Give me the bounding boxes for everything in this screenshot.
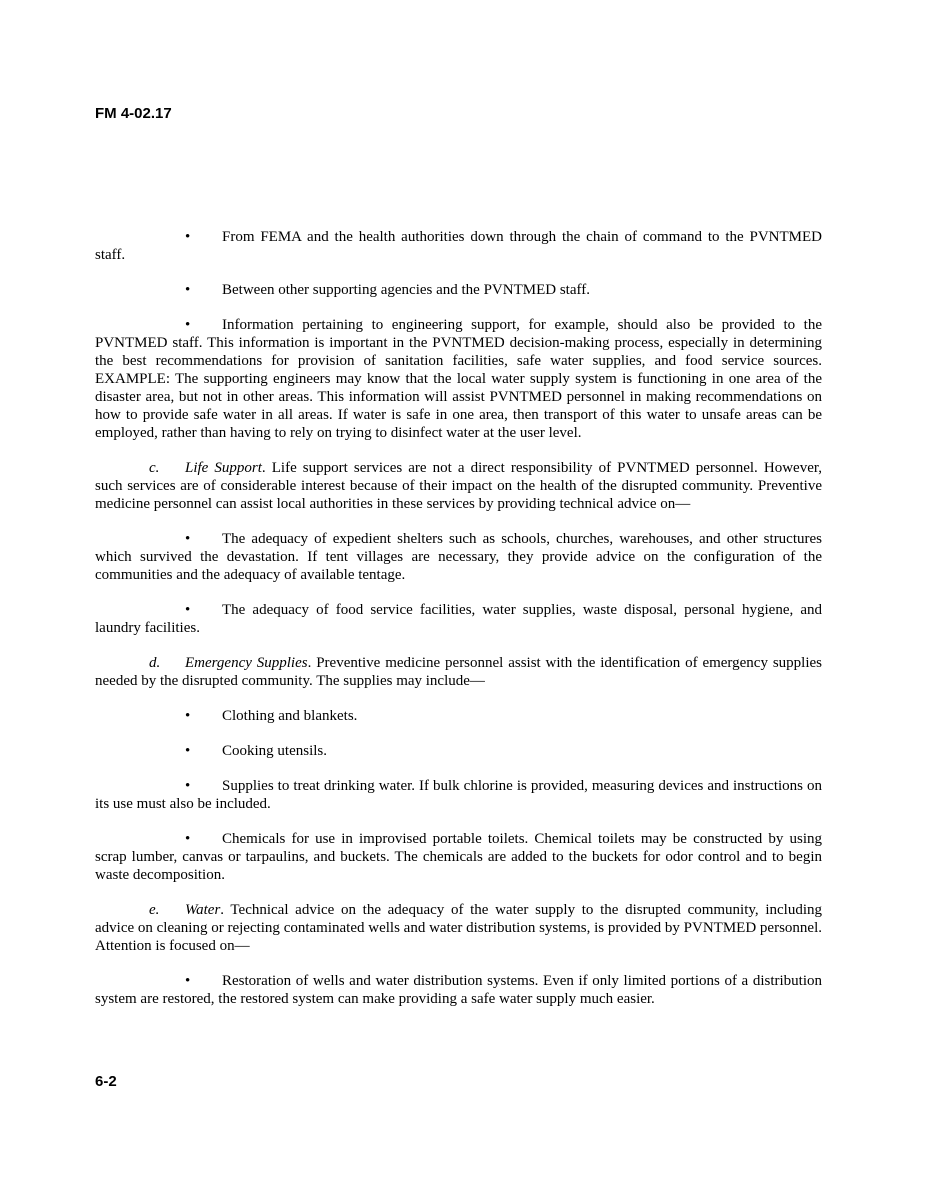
bullet-icon: •	[185, 778, 191, 794]
paragraph-title: Emergency Supplies	[185, 655, 308, 671]
page-body	[95, 228, 822, 1025]
bullet-icon: •	[185, 708, 191, 724]
bullet-icon: •	[185, 317, 191, 333]
bullet-text: Between other supporting agencies and the PVNTMED staff.	[222, 282, 590, 298]
bullet-text: Supplies to treat drinking water. If bulk chlorine is provided, measuring devices and instructions on its use must also be included.	[95, 778, 822, 812]
bullet-item	[95, 830, 822, 884]
paragraph-title: Life Support	[185, 460, 262, 476]
bullet-text: Cooking utensils.	[222, 743, 328, 759]
bullet-icon: •	[185, 282, 191, 298]
document-id-header: FM 4-02.17	[95, 105, 172, 122]
bullet-text: Chemicals for use in improvised portable toilets. Chemical toilets may be constructed by using scrap lumber, canvas or tarpaulins, and buckets. The chemicals are added to the buckets for odor control and to begin waste decomposition.	[95, 831, 822, 883]
bullet-item	[95, 742, 822, 760]
bullet-icon: •	[185, 831, 191, 847]
bullet-text: Clothing and blankets.	[222, 708, 358, 724]
paragraph-text: . Life support services are not a direct responsibility of PVNTMED personnel. However, such services are of considerable interest because of their impact on the health of the disrupted community. Preventive medicine personnel can assist local authorities in these services by providing technical advice on—	[95, 460, 822, 512]
bullet-icon: •	[185, 229, 191, 245]
bullet-icon: •	[185, 973, 191, 989]
bullet-icon: •	[185, 531, 191, 547]
bullet-item	[95, 777, 822, 813]
bullet-item	[95, 972, 822, 1008]
paragraph-label: e.	[149, 902, 160, 918]
bullet-item	[95, 228, 822, 264]
paragraph-title: Water	[185, 902, 221, 918]
paragraph-text: . Technical advice on the adequacy of the water supply to the disrupted community, including advice on cleaning or rejecting contaminated wells and water distribution systems, is provided by PVNTMED personnel. Attention is focused on—	[95, 902, 822, 954]
bullet-text: The adequacy of food service facilities, water supplies, waste disposal, personal hygiene, and laundry facilities.	[95, 602, 822, 636]
bullet-item	[95, 316, 822, 442]
bullet-text: Information pertaining to engineering support, for example, should also be provided to the PVNTMED staff. This information is important in the PVNTMED decision-making process, especially in determining the best recommendations for provision of sanitation facilities, safe water supplies, and food service sources. EXAMPLE: The supporting engineers may know that the local water supply system is functioning in one area of the disaster area, but not in other areas. This information will assist PVNTMED personnel in making recommendations on how to provide safe water in all areas. If water is safe in one area, then transport of this water to unsafe areas can be employed, rather than having to rely on trying to disinfect water at the user level.	[95, 317, 822, 441]
paragraph-label: d.	[149, 655, 161, 671]
paragraph-e	[95, 901, 822, 955]
page-number: 6-2	[95, 1073, 117, 1090]
bullet-text: Restoration of wells and water distribution systems. Even if only limited portions of a distribution system are restored, the restored system can make providing a safe water supply much easier.	[95, 973, 822, 1007]
bullet-item	[95, 530, 822, 584]
bullet-item	[95, 281, 822, 299]
bullet-icon: •	[185, 743, 191, 759]
bullet-item	[95, 707, 822, 725]
paragraph-label: c.	[149, 460, 160, 476]
paragraph-d	[95, 654, 822, 690]
bullet-text: From FEMA and the health authorities down through the chain of command to the PVNTMED staff.	[95, 229, 822, 263]
bullet-icon: •	[185, 602, 191, 618]
bullet-text: The adequacy of expedient shelters such as schools, churches, warehouses, and other structures which survived the devastation. If tent villages are necessary, they provide advice on the configuration of the communities and the adequacy of available tentage.	[95, 531, 822, 583]
bullet-item	[95, 601, 822, 637]
paragraph-text: . Preventive medicine personnel assist with the identification of emergency supplies needed by the disrupted community. The supplies may include—	[95, 655, 822, 689]
paragraph-c	[95, 459, 822, 513]
